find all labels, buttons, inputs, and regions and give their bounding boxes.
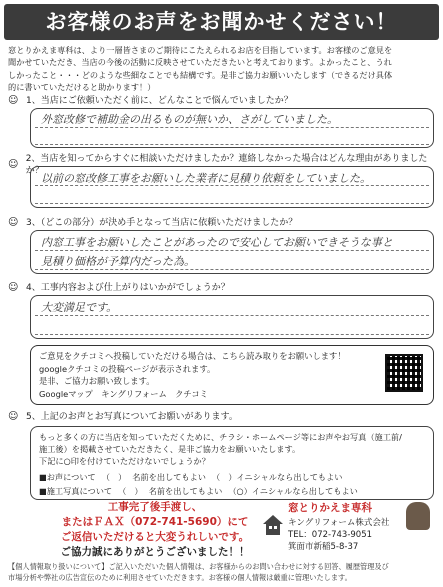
qr-code-icon[interactable] [385,354,423,392]
question-icon: ☺ [8,95,19,106]
request-line: ご返信いただけると大変うれしいです。 [60,531,250,543]
consent-checkbox[interactable]: （ ） [101,472,127,482]
company-name: キングリフォーム株式会社 [288,518,390,528]
privacy-notice [8,561,438,583]
consent-text: もっと多くの方に当店を知っていただくために、チラシ・ホームページ等にお声やお写真（施工前/ [39,432,402,442]
review-text: 是非、ご協力お願い致します。 [39,376,155,387]
consent-row-voice[interactable] [39,471,429,483]
intro-text [8,44,438,94]
answer-line [35,315,429,316]
handwritten-answer: 大変満足です。 [41,301,118,314]
consent-item: ■施工写真について [39,486,113,496]
photo-consent-box [30,426,434,500]
answer-line [35,127,429,128]
consent-option[interactable]: （ ）イニシャルなら出してもよい [211,472,343,482]
answer-line [35,334,429,335]
company-phone: TEL：072-743-9051 [288,530,373,540]
consent-item: ■お声について [39,472,96,482]
consent-text: 下記に○印を付けていただけないでしょうか？ [39,456,210,466]
question-icon: ☺ [8,217,19,228]
answer-box-4[interactable] [30,295,434,339]
answer-box-3[interactable] [30,230,434,274]
answer-line [35,144,429,145]
privacy-line: 市場分析や弊社の広告宣伝のために利用させていただきます。お客様の個人情報は厳重に管理いたします。 [8,573,352,582]
intro-line: しかったこと・・・どのような些細なことでも結構です。是非ご協力お願いいたします（できるだけ具体 [8,69,393,80]
company-info [258,500,438,552]
question-label: 1、当店にご依頼いただく前に、どんなことで悩んでいましたか？ [26,96,293,106]
intro-line: 聞かせていただき、当店の今後の活動に反映させていただきたいと考えております。よかったこと、うれ [8,57,392,68]
answer-box-1[interactable] [30,108,434,148]
handwritten-answer: 内窓工事をお願いしたことがあったので安心してお願いできそうな事と [41,236,393,249]
brand-name: 窓とりかえま専科 [288,502,372,514]
question-label: 3、（どこの部分）が決め手となって当店に依頼いただけましたか？ [26,218,298,228]
question-3 [8,217,438,229]
handwritten-answer: 以前の窓改修工事をお願いした業者に見積り依頼をしていました。 [41,172,371,185]
intro-line: 窓とりかえま専科は、より一層皆さまのご期待にこたえられるお店を目指しています。お客様のご意見を [8,45,393,55]
consent-row-photo[interactable] [39,485,429,497]
privacy-line: 【個人情報取り扱いについて】ご記入いただいた個人情報は、お客様からのお問い合わせに対する回答、履歴管理及び [8,562,389,571]
request-line: 工事完了後手渡し、 [107,501,203,513]
handwritten-answer: 見積り価格が予算内だった為。 [41,255,195,268]
request-line: またはＦＡＸ（072-741-5690）にて [61,516,249,528]
review-text: Googleマップ キングリフォーム クチコミ [39,388,208,399]
house-logo-icon [262,514,284,536]
answer-line [35,203,429,204]
question-5 [8,411,438,423]
question-label: 2、当店を知ってからすぐに相談いただけましたか？連絡しなかった場合はどんな理由がありましたか？ [25,154,428,176]
question-icon: ☺ [8,159,19,170]
consent-option: 名前を出してもよい [132,472,206,482]
answer-line [35,269,429,270]
review-text: googleクチコミの投稿ページが表示されます。 [39,363,216,374]
mascot-icon [406,502,430,530]
answer-box-2[interactable] [30,166,434,208]
consent-text: 施工後）を掲載させていただきたく、是非ご協力をお願いいたします。 [39,444,301,454]
request-line: ご協力誠にありがとうございました！！ [60,546,250,558]
question-1 [8,95,438,107]
consent-option[interactable]: （○）イニシャルなら出してもよい [228,486,358,496]
question-icon: ☺ [8,282,19,293]
answer-line [35,250,429,251]
return-request [40,500,270,560]
question-icon: ☺ [8,411,19,422]
consent-option: 名前を出してもよい [148,486,223,496]
handwritten-answer: 外窓改修で補助金の出るものが無いか、さがしていました。 [41,113,338,126]
company-address: 箕面市新稲5-8-37 [288,542,359,552]
review-text: ご意見をクチコミへ投稿していただける場合は、こちら読み取りをお願いします！ [39,351,346,361]
intro-line: 的に書いていただけると助かります！） [8,82,156,93]
question-4 [8,282,438,294]
question-label: 5、上記のお声とお写真についてお願いがあります。 [26,412,238,422]
consent-checkbox[interactable]: （ ） [118,486,143,496]
page-title: お客様のお声をお聞かせください！ [4,4,439,40]
review-request-box [30,345,434,405]
question-label: 4、工事内容および仕上がりはいかがでしょうか？ [26,283,230,293]
